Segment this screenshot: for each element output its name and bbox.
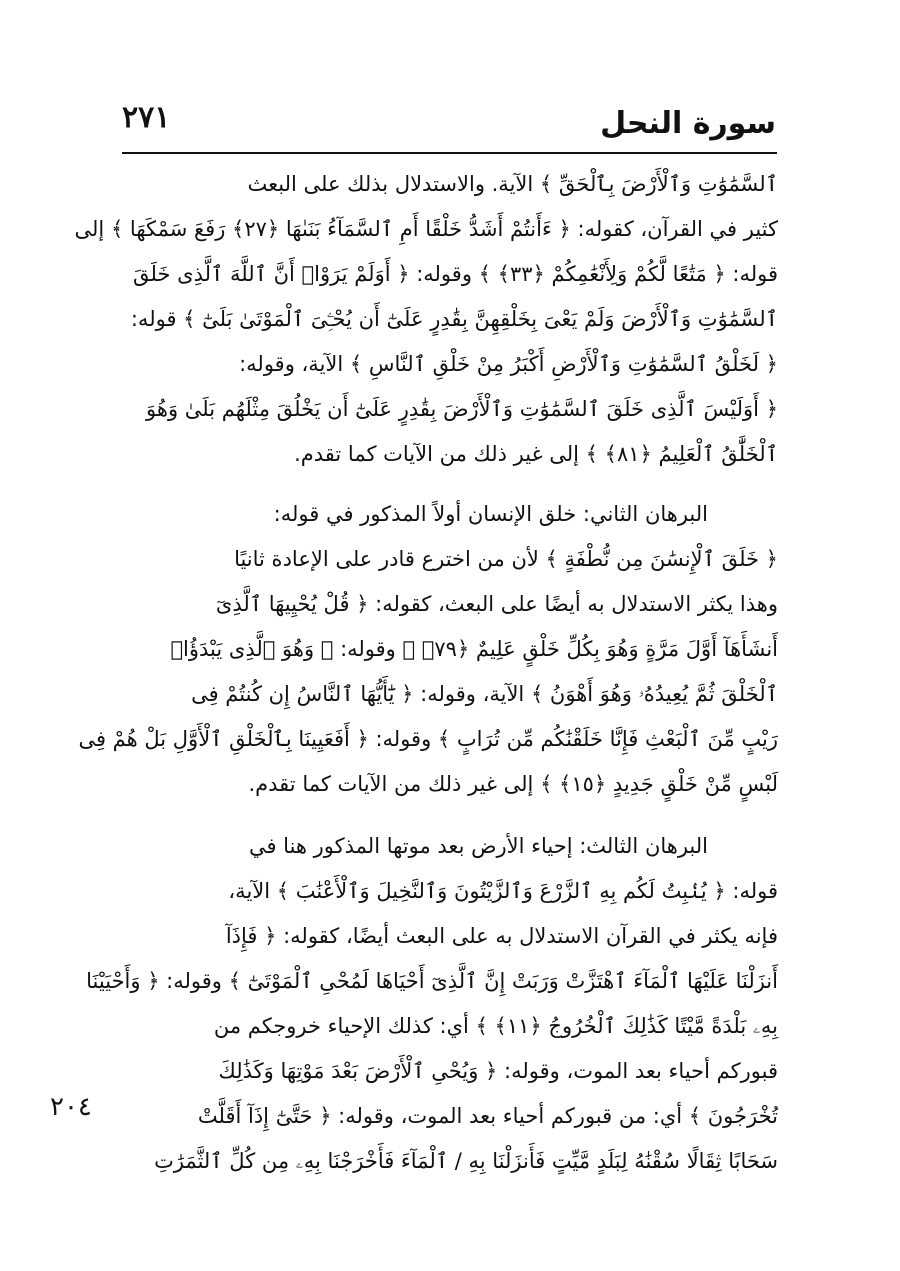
- paragraph-second-proof: [78, 492, 778, 807]
- text-line: ٱلسَّمَٰوَٰتِ وَٱلْأَرْضَ وَلَمْ يَعْىَ بِخَلْقِهِنَّ بِقَٰدِرٍ عَلَىٰٓ أَن يُحْـِۧىَ ٱلْمَوْتَىٰ بَلَىٰٓ ﴾ قوله:: [130, 307, 778, 331]
- text-line: قبوركم أحياء بعد الموت، وقوله: ﴿ وَيُحْىِ ٱلْأَرْضَ بَعْدَ مَوْتِهَا وَكَذَٰلِكَ: [218, 1059, 778, 1083]
- margin-page-number: ٢٠٤: [50, 1092, 92, 1122]
- text-line: رَيْبٍ مِّنَ ٱلْبَعْثِ فَإِنَّا خَلَقْنَٰكُم مِّن تُرَابٍ ﴾ وقوله: ﴿ أَفَعَيِينَا بِٱلْخَلْقِ ٱلْأَوَّلِ بَلْ هُمْ فِى: [78, 727, 778, 751]
- text-line: ٱلسَّمَٰوَٰتِ وَٱلْأَرْضَ بِٱلْحَقِّ ﴾ الآية. والاستدلال بذلك على البعث: [247, 172, 778, 196]
- text-line: بِهِۦ بَلْدَةً مَّيْتًا كَذَٰلِكَ ٱلْخُرُوجُ ﴿١١﴾ ﴾ أي: كذلك الإحياء خروجكم من: [213, 1014, 778, 1038]
- text-line: البرهان الثاني: خلق الإنسان أولاً المذكور في قوله:: [273, 502, 708, 526]
- text-line: ﴿ أَوَلَيْسَ ٱلَّذِى خَلَقَ ٱلسَّمَٰوَٰتِ وَٱلْأَرْضَ بِقَٰدِرٍ عَلَىٰٓ أَن يَخْلُقَ مِثْلَهُم بَلَىٰ وَهُوَ: [146, 397, 778, 421]
- text-line: ﴿ لَخَلْقُ ٱلسَّمَٰوَٰتِ وَٱلْأَرْضِ أَكْبَرُ مِنْ خَلْقِ ٱلنَّاسِ ﴾ الآية، وقوله:: [239, 352, 778, 376]
- text-line: قوله: ﴿ يُنۢبِتُ لَكُم بِهِ ٱلزَّرْعَ وَٱلزَّيْتُونَ وَٱلنَّخِيلَ وَٱلْأَعْنَٰبَ ﴾ الآية،: [228, 879, 778, 903]
- text-line: البرهان الثالث: إحياء الأرض بعد موتها المذكور هنا في: [248, 834, 708, 858]
- paragraph-resurrection-heavens: [74, 162, 778, 477]
- text-line: أَنزَلْنَا عَلَيْهَا ٱلْمَآءَ ٱهْتَزَّتْ وَرَبَتْ إِنَّ ٱلَّذِىٓ أَحْيَاهَا لَمُحْىِ ٱلْمَوْتَىٰٓ ﴾ وقوله: ﴿ وَأَحْيَيْنَا: [86, 969, 778, 993]
- text-line: وهذا يكثر الاستدلال به أيضًا على البعث، كقوله: ﴿ قُلْ يُحْيِيهَا ٱلَّذِىٓ: [215, 592, 778, 616]
- text-line: أَنشَأَهَآ أَوَّلَ مَرَّةٍ وَهُوَ بِكُلِّ خَلْقٍ عَلِيمٌ ﴿٧٩﴾ ﴾ وقوله: ﴿ وَهُوَ ٱلَّذِى يَبْدَؤُا۟: [170, 637, 778, 661]
- surah-title: سورة النحل: [600, 106, 776, 141]
- text-line: كثير في القرآن، كقوله: ﴿ ءَأَنتُمْ أَشَدُّ خَلْقًا أَمِ ٱلسَّمَآءُ بَنَىٰهَا ﴿٢٧﴾ رَفَعَ سَمْكَهَا ﴾ إلى: [74, 217, 778, 241]
- text-line: قوله: ﴿ مَتَٰعًا لَّكُمْ وَلِأَنْعَٰمِكُمْ ﴿٣٣﴾ ﴾ وقوله: ﴿ أَوَلَمْ يَرَوْا۟ أَنَّ ٱللَّهَ ٱلَّذِى خَلَقَ: [133, 262, 778, 286]
- text-line: فإنه يكثر في القرآن الاستدلال به على البعث أيضًا، كقوله: ﴿ فَإِذَآ: [225, 924, 778, 948]
- text-line: تُخْرَجُونَ ﴾ أي: من قبوركم أحياء بعد الموت، وقوله: ﴿ حَتَّىٰٓ إِذَآ أَقَلَّتْ: [197, 1104, 778, 1128]
- header-divider: [122, 152, 777, 154]
- text-line: لَبْسٍ مِّنْ خَلْقٍ جَدِيدٍ ﴿١٥﴾ ﴾ إلى غير ذلك من الآيات كما تقدم.: [248, 772, 778, 796]
- text-line: سَحَابًا ثِقَالًا سُقْنَٰهُ لِبَلَدٍ مَّيِّتٍ فَأَنزَلْنَا بِهِ / ٱلْمَآءَ فَأَخْرَجْنَا بِهِۦ مِن كُلِّ ٱلثَّمَرَٰتِ: [154, 1149, 778, 1173]
- paragraph-third-proof: [86, 824, 778, 1184]
- text-line: ﴿ خَلَقَ ٱلْإِنسَٰنَ مِن نُّطْفَةٍ ﴾ لأن من اخترع قادر على الإعادة ثانيًا: [234, 547, 778, 571]
- text-line: ٱلْخَلَّٰقُ ٱلْعَلِيمُ ﴿٨١﴾ ﴾ إلى غير ذلك من الآيات كما تقدم.: [294, 442, 778, 466]
- page-number: ٢٧١: [122, 100, 171, 135]
- text-line: ٱلْخَلْقَ ثُمَّ يُعِيدُهُۥ وَهُوَ أَهْوَنُ ﴾ الآية، وقوله: ﴿ يَٰٓأَيُّهَا ٱلنَّاسُ إِن كُنتُمْ فِى: [191, 682, 778, 706]
